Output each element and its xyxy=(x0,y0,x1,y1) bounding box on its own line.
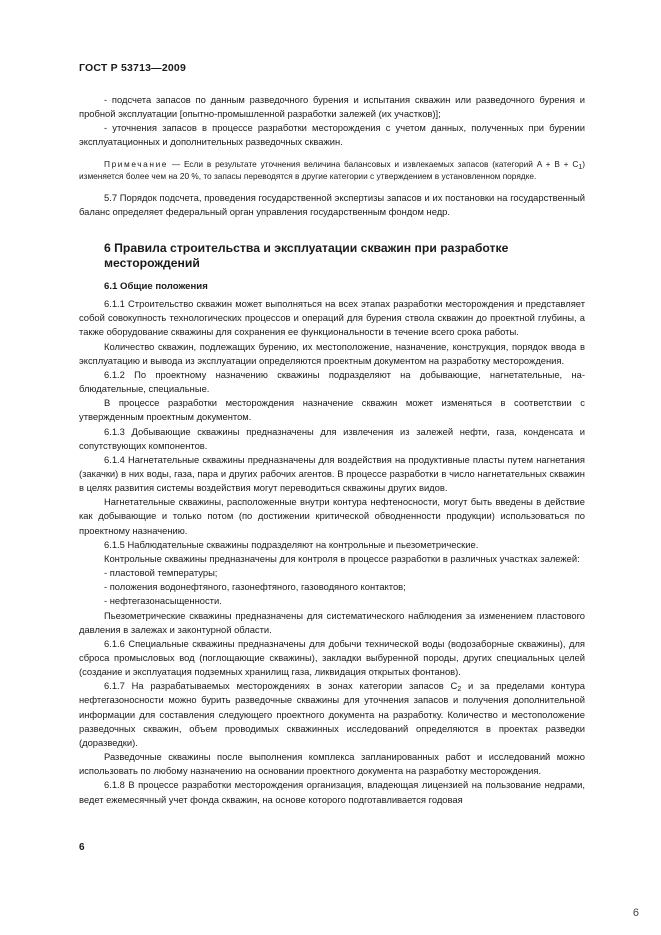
paragraph-6-1-5: 6.1.5 Наблюдательные скважины подразделяют на контрольные и пьезометрические. xyxy=(104,538,479,550)
paragraph-6-1-2: 6.1.2 По проектному назначению скважины подразделяют на добывающие, нагнетательные, наблюдательные, специальные. xyxy=(79,368,585,395)
paragraph-6-1-5b: Контрольные скважины предназначены для контроля в процессе разработки в различных участках залежей: xyxy=(104,552,580,564)
paragraph-6-1-7 xyxy=(79,679,585,750)
paragraph-6-1-1: 6.1.1 Строительство скважин может выполняться на всех этапах разработки месторождения и представляет собой совокупность технологических процессов и операций для бурения ствола скважин до проектной глубины, а также оборудование скважины для сохранения ее функциональности в течение всего срока работы. xyxy=(79,298,585,338)
document-body xyxy=(79,93,585,807)
paragraph-5-7: 5.7 Порядок подсчета, проведения государственной экспертизы запасов и их постановки на государственный баланс определяет федеральный орган управления государственным фондом недр. xyxy=(79,191,585,217)
note-text-a: — Если в результате уточнения величина балансовых и извлекаемых запасов (категорий A + B + C xyxy=(168,158,579,169)
c2-subscript: 2 xyxy=(457,686,462,694)
paragraph-bullet-1: - подсчета запасов по данным разведочного бурения и испытания скважин или разведочного бурения и пробной эксплуатации [опытно-промышленной разработки залежей (их участков)]; xyxy=(79,94,585,120)
subsection-6-1-title: 6.1 Общие положения xyxy=(104,280,208,292)
page-number: 6 xyxy=(79,842,85,853)
paragraph-6-1-7-a: 6.1.7 На разрабатываемых месторождениях в зонах категории запасов C xyxy=(104,680,458,692)
paragraph-6-1-2b: В процессе разработки месторождения назначение скважин может изменяться в соответствии с утвержденным проектным документом. xyxy=(79,397,585,423)
document-code-header: ГОСТ Р 53713—2009 xyxy=(79,62,187,74)
paragraph-6-1-6: 6.1.6 Специальные скважины предназначены для добычи технической воды (водозаборные скважины), для сброса промысловых вод (поглощающие скважины), закладки выбуренной породы, других специальных целей (создание и эксплуатация подземных хранилищ газа, ликвидация открытых фонтанов). xyxy=(79,637,585,678)
note-text-b: ) изменяется более чем на 20 %, то запасы переводятся в другие категории с утверждением в установленном порядке. xyxy=(79,158,585,182)
paragraph-6-1-5c: Пьезометрические скважины предназначены для систематического наблюдения за изменением пластового давления в залежах и законтурной области. xyxy=(79,609,585,635)
list-item: - нефтегазонасыщенности. xyxy=(104,595,222,607)
paragraph-6-1-4: 6.1.4 Нагнетательные скважины предназначены для воздействия на продуктивные пласты путем нагнетания (закачки) в них воды, газа, пара и других рабочих агентов. В процессе разработки в число нагнетательных скважин в целях развития системы воздействия могут переводиться скважины других видов. xyxy=(79,453,585,494)
list-item: - пластовой температуры; xyxy=(104,567,218,579)
paragraph-6-1-3: 6.1.3 Добывающие скважины предназначены для извлечения из залежей нефти, газа, конденсата и сопутствующих компонентов. xyxy=(79,425,585,451)
paragraph-6-1-4b: Нагнетательные скважины, расположенные внутри контура нефтеносности, могут быть введены в действие как добывающие и только потом (по достижении критической обводненности продукции) использоваться по проектному назначению. xyxy=(79,496,585,536)
paragraph-6-1-1b: Количество скважин, подлежащих бурению, их местоположение, назначение, конструкция, порядок ввода в эксплуатацию и вывода из эксплуатации определяются проектным документом на разработку месторождения. xyxy=(79,340,585,366)
paragraph-6-1-7c: Разведочные скважины после выполнения комплекса запланированных работ и исследований можно использовать по любому назначению на основании проектного документа на разработку месторождения. xyxy=(79,751,585,777)
note-paragraph xyxy=(79,158,585,183)
paragraph-bullet-2: - уточнения запасов в процессе разработки месторождения с учетом данных, полученных при бурении эксплуатационных и дополнительных разведочных скважин. xyxy=(79,122,585,148)
section-6-title: 6 Правила строительства и эксплуатации скважин при разработке месторождений xyxy=(104,240,509,270)
note-label: Примечание xyxy=(104,158,169,169)
paragraph-6-1-8: 6.1.8 В процессе разработки месторождения организация, владеющая лицензией на пользование недрами, ведет ежемесячный учет фонда скважин, на основе которого подготавливается годовая xyxy=(79,779,585,805)
paragraph-6-1-7-b: и за пределами контура нефтегазоносности можно бурить разведочные скважины для уточнения запасов и получения дополнительной информации для составления следующего проектного документа на разработку. Количество и местоположение разведочных скважин, объем проводимых скважинных исследований определяются в проектах разведки (доразведки). xyxy=(79,680,586,748)
viewer-page-indicator: 6 xyxy=(632,907,639,919)
list-item: - положения водонефтяного, газонефтяного, газоводяного контактов; xyxy=(104,581,406,593)
note-subscript: 1 xyxy=(578,163,583,171)
